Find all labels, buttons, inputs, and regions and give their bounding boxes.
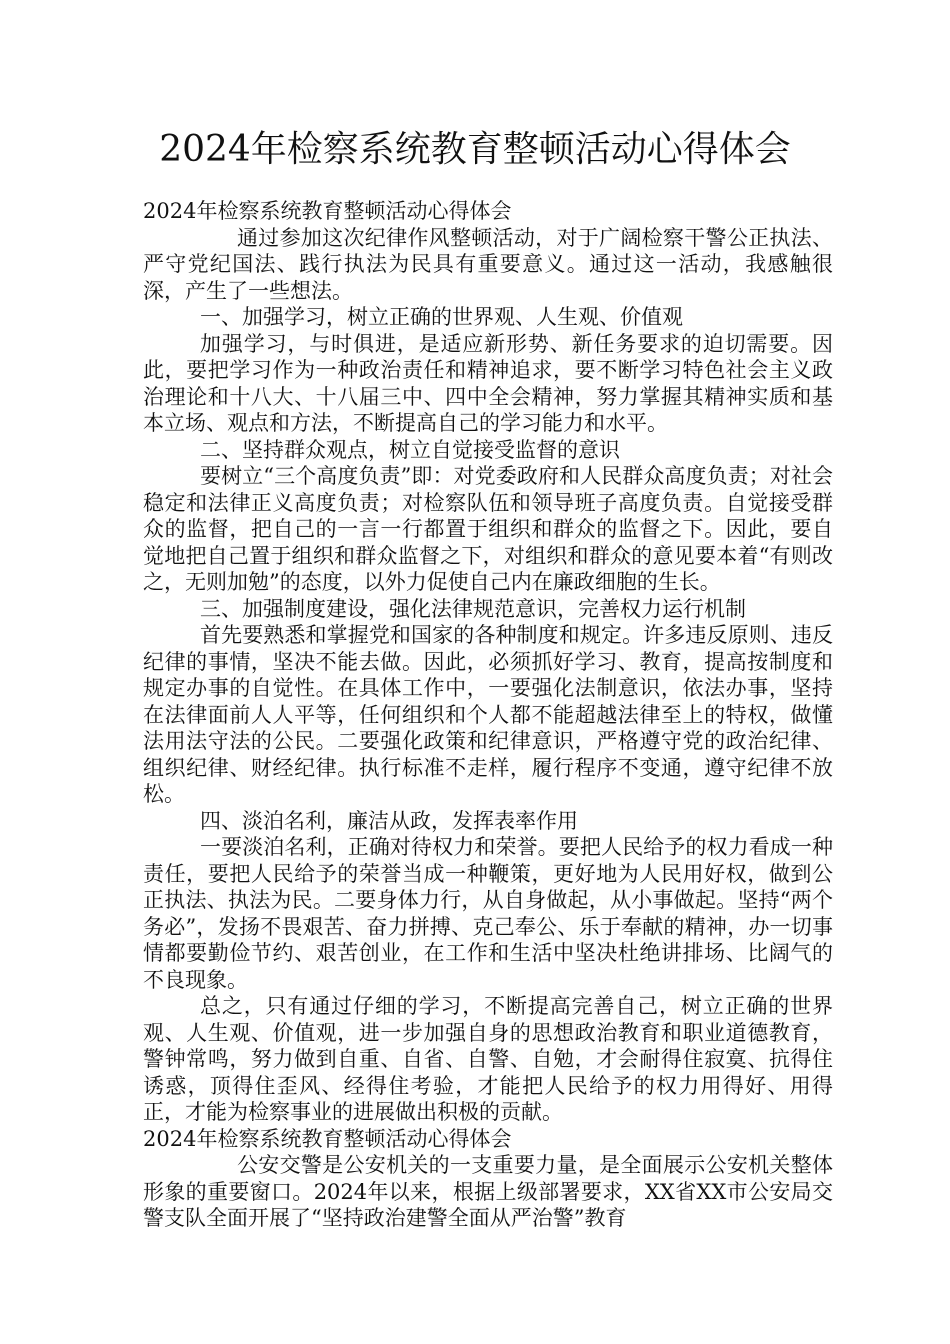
subtitle: 2024年检察系统教育整顿活动心得体会: [143, 199, 512, 223]
second-subtitle: 2024年检察系统教育整顿活动心得体会: [143, 1126, 512, 1151]
section-heading-1: 一、加强学习，树立正确的世界观、人生观、价值观: [200, 305, 683, 329]
paragraph-1: 加强学习，与时俱进，是适应新形势、新任务要求的迫切需要。因此，要把学习作为一种政治责任和精神追求，要不断学习特色社会主义政治理论和十八大、十八届三中、四中全会精神，努力掌握其精神实质和基本立场、观点和方法，不断提高自己的学习能力和水平。: [143, 331, 833, 435]
intro-paragraph: 通过参加这次纪律作风整顿活动，对于广阔检察干警公正执法、严守党纪国法、践行执法为民具有重要意义。通过这一活动，我感触很深，产生了一些想法。: [143, 225, 833, 303]
paragraph-2: 要树立“三个高度负责”即：对党委政府和人民群众高度负责；对社会稳定和法律正义高度负责；对检察队伍和领导班子高度负责。自觉接受群众的监督，把自己的一言一行都置于组织和群众的监督之下。因此，要自觉地把自己置于组织和群众监督之下，对组织和群众的意见要本着“有则改之，无则加勉”的态度，以外力促使自己内在廉政细胞的生长。: [143, 464, 833, 594]
document-title: 2024年检察系统教育整顿活动心得体会: [159, 129, 791, 170]
section-heading-3: 三、加强制度建设，强化法律规范意识，完善权力运行机制: [200, 596, 746, 621]
second-intro-paragraph: 公安交警是公安机关的一支重要力量，是全面展示公安机关整体形象的重要窗口。2024年以来，根据上级部署要求，XX省XX市公安局交警支队全面开展了“坚持政治建警全面从严治警”教育: [143, 1153, 833, 1230]
document-body: [143, 198, 833, 1232]
conclusion-paragraph: 总之，只有通过仔细的学习，不断提高完善自己，树立正确的世界观、人生观、价值观，进一步加强自身的思想政治教育和职业道德教育，警钟常鸣，努力做到自重、自省、自警、自勉，才会耐得住寂寞、抗得住诱惑，顶得住歪风、经得住考验，才能把人民给予的权力用得好、用得正，才能为检察事业的进展做出积极的贡献。: [143, 994, 833, 1124]
paragraph-4: 一要淡泊名利，正确对待权力和荣誉。要把人民给予的权力看成一种责任，要把人民给予的荣誉当成一种鞭策，更好地为人民用好权，做到公正执法、执法为民。二要身体力行，从自身做起，从小事做起。坚持“两个务必”，发扬不畏艰苦、奋力拼搏、克己奉公、乐于奉献的精神，办一切事情都要勤俭节约、艰苦创业，在工作和生活中坚决杜绝讲排场、比阔气的不良现象。: [143, 835, 833, 992]
paragraph-3: 首先要熟悉和掌握党和国家的各种制度和规定。许多违反原则、违反纪律的事情，坚决不能去做。因此，必须抓好学习、教育，提高按制度和规定办事的自觉性。在具体工作中，一要强化法制意识，依法办事，坚持在法律面前人人平等，任何组织和个人都不能超越法律至上的特权，做懂法用法守法的公民。二要强化政策和纪律意识，严格遵守党的政治纪律、组织纪律、财经纪律。执行标准不走样，履行程序不变通，遵守纪律不放松。: [143, 623, 833, 806]
section-heading-4: 四、淡泊名利，廉洁从政，发挥表率作用: [200, 808, 578, 833]
section-heading-2: 二、坚持群众观点，树立自觉接受监督的意识: [200, 437, 620, 462]
